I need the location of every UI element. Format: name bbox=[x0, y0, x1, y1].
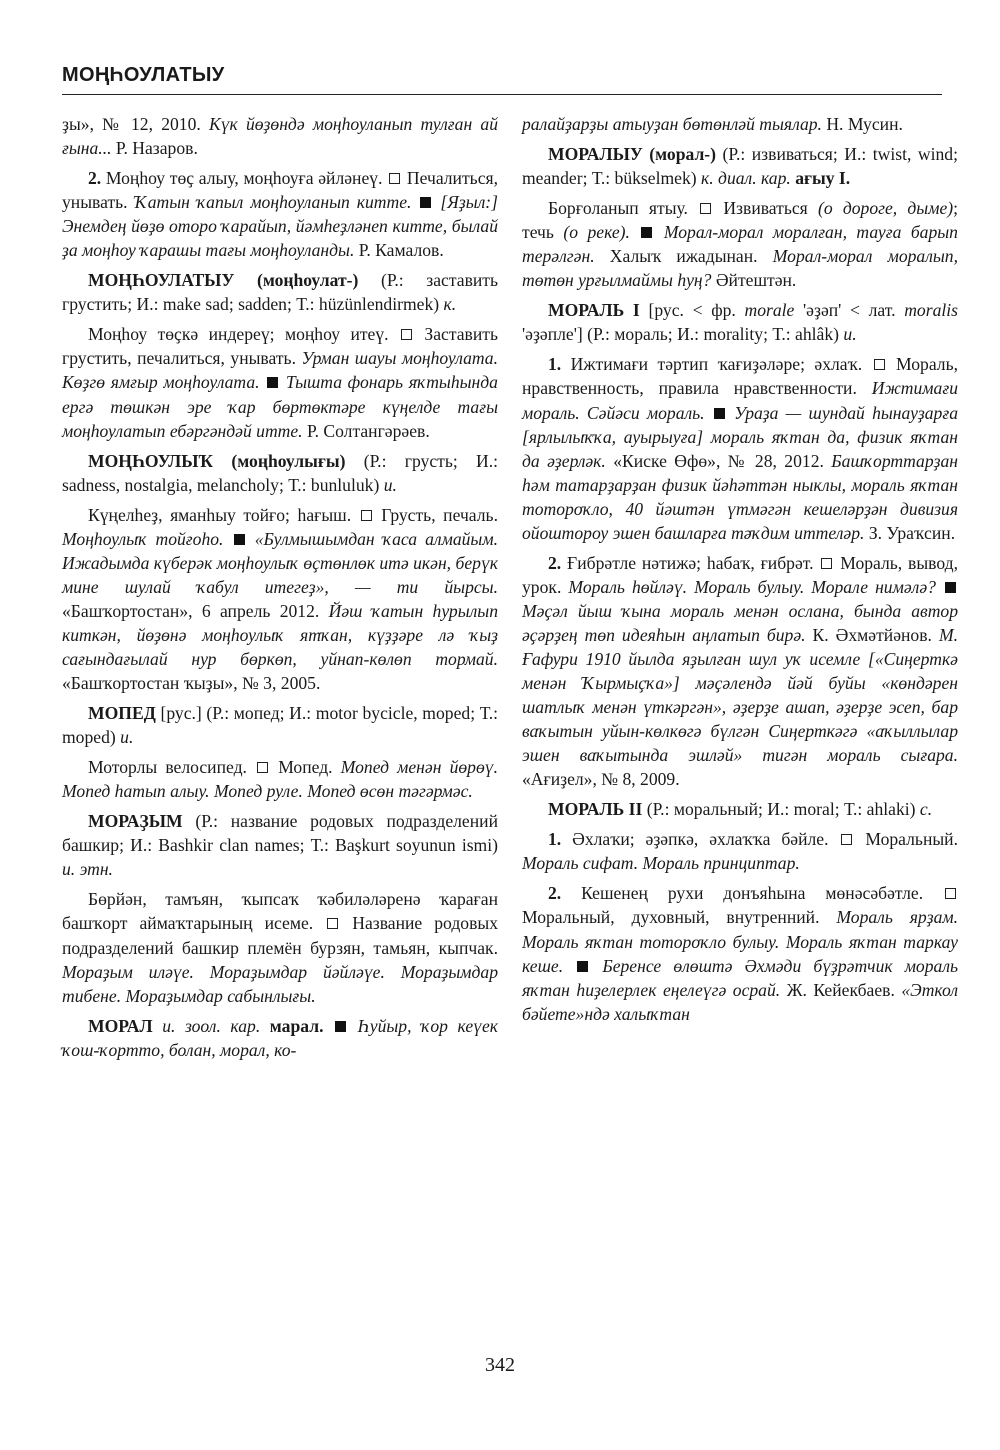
sense bbox=[62, 887, 498, 1007]
white-square-icon bbox=[821, 558, 832, 569]
example: Ҡатын ҡапыл моңһоуланып китте. bbox=[134, 192, 412, 213]
sense bbox=[522, 551, 958, 791]
example: Мораль сифат. Мораль принциптар. bbox=[522, 853, 800, 874]
source: «Киске Өфө», № 28, 2012. bbox=[605, 450, 832, 471]
headword: МОҢҺОУЛЫҠ (моңһоулығы) bbox=[88, 450, 346, 471]
pos: и. bbox=[843, 324, 857, 345]
cross-reference: ағыу I. bbox=[790, 168, 851, 189]
white-square-icon bbox=[945, 888, 956, 899]
etymon: moralis bbox=[904, 300, 958, 321]
sense bbox=[522, 827, 958, 875]
example: Моңһоулыҡ тойғоһо. bbox=[62, 528, 224, 549]
header-title: МОҢҺОУЛАТЫУ bbox=[62, 64, 225, 86]
translation: Моральный, духовный, внутренний. bbox=[522, 907, 837, 928]
entry-head bbox=[62, 701, 498, 749]
definition: Борғоланып ятыу. bbox=[548, 198, 699, 219]
quotation: Беренсе өлөштә Әхмәди бүҙрәтчик мораль яҡтан һиҙелерлек еңелеүгә осрай. bbox=[522, 955, 958, 1000]
definition: Кешенең рухи донъяһына мөнәсәбәтле. bbox=[561, 883, 943, 904]
headword: МОРАЛЫУ (морал-) bbox=[548, 144, 717, 165]
source: Н. Мусин. bbox=[821, 114, 903, 134]
equivalents: (Р.: заставить грустить; И.: make sad; sadden; Т.: hüzünlendirmek) bbox=[62, 270, 498, 315]
black-square-icon bbox=[641, 227, 652, 238]
quotation: [Яҙыл:] Энемдең йөҙө оторо ҡарайып, йәмһеҙләнеп китте, былай ҙа моңһоу ҡарашы тағы моңһоуланды. bbox=[62, 192, 498, 261]
translation: Извиваться bbox=[713, 198, 818, 219]
entry-head bbox=[522, 142, 958, 190]
white-square-icon bbox=[841, 834, 852, 845]
right-column bbox=[522, 112, 958, 1032]
equivalents: (Р.: название родовых подразделений башкир; И.: Bashkir clan names; Т.: Başkurt soyunun ismi) bbox=[62, 811, 498, 856]
white-square-icon bbox=[401, 329, 412, 340]
entry-head bbox=[62, 268, 498, 316]
sense-number: 1. bbox=[548, 829, 562, 850]
pos: и. bbox=[120, 727, 134, 748]
headword: МОРАЛ bbox=[88, 1015, 153, 1036]
source: «Башҡортостан ҡыҙы», № 3, 2005. bbox=[62, 673, 321, 694]
example: Мораҙым иләүе. Мораҙымдар йәйләүе. Мораҙымдар тибене. Мораҙымдар сабынлығы. bbox=[62, 961, 498, 1006]
quotation: Тышта фонарь яҡтыһында ергә төшкән эре ҡар бөртөктәре күңелде тағы моңһоулатып ебәргәндәй итте. bbox=[62, 372, 498, 441]
quotation: Һуйыр, ҡор кеүек ҡош-ҡортто, болан, морал, ко- bbox=[62, 1015, 498, 1060]
sense bbox=[62, 166, 498, 262]
note: (о дороге, дыме) bbox=[817, 198, 954, 219]
definition: Ғибрәтле нәтижә; һабаҡ, ғибрәт. bbox=[561, 552, 820, 573]
quotation: «Эткол бәйете»ндә халыҡтан bbox=[522, 979, 958, 1024]
sense-number: 2. bbox=[88, 168, 102, 189]
source: Р. Камалов. bbox=[354, 240, 444, 261]
definition: Күңелһеҙ, яманһыу тойғо; һағыш. bbox=[88, 504, 359, 525]
white-square-icon bbox=[874, 359, 885, 370]
quotation: Морал-морал моралып, төтөн урғылмаймы һуң? bbox=[522, 246, 958, 291]
entry-head bbox=[62, 1014, 498, 1062]
translation: Печалиться, унывать. bbox=[62, 168, 498, 213]
quotation: М. Ғафури 1910 йылда яҙылған шул уҡ исемле [«Сиңерткә менән Ҡырмыҫҡа»] мәҫәлендә йәй буйы «көндәрен шатлыҡ менән үткәргән», әҙерҙе ашап, әҙерҙе эсеп, бар ваҡытын уйын-көлкөгә бүлгән Сиңерткәгә «аҡыллылар эшен ваҡытында эшләй» тигән мораль сығара. bbox=[522, 624, 958, 766]
translation: Мораль, вывод, урок. bbox=[522, 552, 958, 597]
quotation: Ураҙа — шундай һынауҙарға [ярлылыҡҡа, ауырыуға] мораль яҡтан да, физик яҡтан да әҙерләк. bbox=[522, 402, 958, 471]
source: Әйтештән. bbox=[711, 270, 797, 291]
black-square-icon bbox=[234, 534, 245, 545]
sense-number: 2. bbox=[548, 883, 562, 904]
etymology: 'әҙәп' < лат. bbox=[794, 300, 905, 321]
translation: Название родовых подразделений башкир племён бурзян, тамьян, кыпчак. bbox=[62, 913, 499, 958]
sense bbox=[522, 352, 958, 544]
white-square-icon bbox=[327, 918, 338, 929]
sense-number: 2. bbox=[548, 552, 562, 573]
source: Р. Солтангәрәев. bbox=[302, 420, 430, 441]
black-square-icon bbox=[420, 197, 431, 208]
note: (о реке). bbox=[563, 222, 630, 243]
quotation: Йәш ҡатын һурылып киткән, йөҙөнә моңһоулыҡ ятҡан, күҙҙәре лә ҡыҙ сағындағылай нур бөркөп, уйнап-көлөп тормай. bbox=[62, 600, 498, 669]
equivalents: 'әҙәпле'] (Р.: мораль; И.: morality; Т.: ahlâk) bbox=[522, 324, 844, 345]
example: Ижтимағи мораль. Сәйәси мораль. bbox=[522, 378, 958, 423]
translation: Заставить грустить, печалиться, унывать. bbox=[62, 324, 498, 369]
translation: Моральный. bbox=[854, 829, 958, 850]
example: Мораль ярҙам. Мораль яҡтан тотороҡло булыу. Мораль яҡтан таркау кеше. bbox=[522, 907, 958, 976]
text bbox=[153, 1016, 163, 1036]
entry-head bbox=[522, 298, 958, 346]
black-square-icon bbox=[335, 1021, 346, 1032]
headword: МОПЕД bbox=[88, 703, 156, 724]
definition: Моторлы велосипед. bbox=[88, 757, 256, 778]
quotation: «Булмышымдан ҡаса алмайым. Ижадымда күберәк моңһоулыҡ өҫтөнлөк итә икән, берүк мине шулай ҡабул итегеҙ», — ти йырсы. bbox=[62, 528, 498, 597]
headword: МОҢҺОУЛАТЫУ (моңһоулат-) bbox=[88, 270, 359, 291]
pos: с. bbox=[919, 799, 933, 820]
text: ҙы», № 12, 2010. bbox=[62, 114, 210, 134]
example: Урман шауы моңһоулата. Көҙгө ямғыр моңһоулата. bbox=[62, 348, 498, 393]
quotation: ралайҙарҙы атыуҙан бөтөнләй тыялар. bbox=[522, 114, 822, 134]
quotation: Мәҫәл йыш ҡына мораль менән ослана, бында автор әҫәрҙең төп идеяһын аңлатып бирә. bbox=[522, 600, 958, 645]
white-square-icon bbox=[389, 173, 400, 184]
example: Мораль һөйләү. Мораль булыу. Морале нимәлә? bbox=[568, 576, 936, 597]
source: «Ағиҙел», № 8, 2009. bbox=[522, 769, 680, 790]
source: Ж. Кейекбаев. bbox=[780, 979, 902, 1000]
entry-head bbox=[522, 797, 958, 821]
black-square-icon bbox=[945, 582, 956, 593]
sense bbox=[522, 196, 958, 292]
equivalents: (Р.: грусть; И.: sadness, nostalgia, melancholy; Т.: bunluluk) bbox=[62, 450, 499, 495]
sense bbox=[62, 755, 498, 803]
headword: МОРАҘЫМ bbox=[88, 811, 183, 832]
black-square-icon bbox=[714, 408, 725, 419]
pos: и. этн. bbox=[62, 859, 113, 880]
equivalents: [рус.] (Р.: мопед; И.: motor bycicle, moped; Т.: moped) bbox=[62, 703, 498, 748]
pos: к. диал. кар. bbox=[701, 168, 791, 189]
equivalents: (Р.: моральный; И.: moral; Т.: ahlaki) bbox=[642, 799, 920, 820]
white-square-icon bbox=[257, 762, 268, 773]
source: З. Ураҡсин. bbox=[864, 522, 956, 543]
sense bbox=[62, 322, 498, 442]
definition: Ижтимағи тәртип ҡағиҙәләре; әхлаҡ. bbox=[561, 354, 872, 375]
black-square-icon bbox=[267, 377, 278, 388]
page-number: 342 bbox=[485, 1354, 515, 1376]
pos: и. bbox=[383, 474, 397, 495]
sense bbox=[522, 881, 958, 1025]
definition: Бөрйән, тамъян, ҡыпсаҡ ҡәбиләләренә ҡараған башҡорт аймаҡтарының исеме. bbox=[62, 889, 498, 934]
entry-head bbox=[62, 449, 498, 497]
translation: Мопед. bbox=[270, 757, 341, 778]
entry-head bbox=[62, 809, 498, 881]
headword: МОРАЛЬ II bbox=[548, 799, 643, 820]
etymon: morale bbox=[744, 300, 795, 321]
headword: МОРАЛЬ I bbox=[548, 300, 640, 321]
pos: и. зоол. кар. bbox=[162, 1015, 261, 1036]
source: Р. Назаров. bbox=[111, 138, 198, 159]
quotation: Морал-морал моралған, тауға барып терәлгән. bbox=[522, 222, 958, 267]
cross-reference: марал. bbox=[260, 1015, 334, 1036]
entry-continuation bbox=[62, 112, 498, 160]
pos: к. bbox=[443, 294, 457, 315]
entry-continuation bbox=[522, 112, 958, 136]
translation: Мораль, нравственность, правила нравственности. bbox=[522, 354, 958, 399]
translation: ; течь bbox=[522, 198, 958, 243]
definition: Әхлаҡи; әҙәпкә, әхлаҡҡа бәйле. bbox=[561, 829, 840, 850]
definition: Моңһоу төҫ алыу, моңһоуға әйләнеү. bbox=[101, 168, 388, 189]
source: Халыҡ ижадынан. bbox=[594, 246, 773, 267]
white-square-icon bbox=[361, 510, 372, 521]
sense bbox=[62, 503, 498, 695]
example: Күк йөҙөндә моңһоуланып тулған ай ғына... bbox=[62, 114, 498, 159]
example: Мопед менән йөрөү. Мопед һатып алыу. Мопед руле. Мопед өсөн тәгәрмәс. bbox=[62, 757, 498, 802]
black-square-icon bbox=[577, 961, 588, 972]
white-square-icon bbox=[700, 203, 711, 214]
running-header bbox=[62, 60, 942, 95]
source: «Башҡортостан», 6 апрель 2012. bbox=[62, 600, 329, 621]
quotation: Башҡорттарҙан һәм татарҙарҙан физик йәһәттән ныклы, мораль яҡтан тотороҡло, 40 йәштән үтмәгән кешеләрҙән дивизия ойоштороу эшен башларға тәҡдим иттеләр. bbox=[522, 450, 959, 543]
sense-number: 1. bbox=[548, 354, 562, 375]
equivalents: (Р.: извиваться; И.: twist, wind; meander; Т.: bükselmek) bbox=[522, 144, 958, 189]
source: К. Әхмәтйәнов. bbox=[805, 624, 939, 645]
translation: Грусть, печаль. bbox=[373, 504, 498, 525]
etymology: [рус. < фр. bbox=[639, 300, 745, 321]
left-column bbox=[62, 112, 498, 1068]
definition: Моңһоу төҫкә индереү; моңһоу итеү. bbox=[88, 324, 399, 345]
